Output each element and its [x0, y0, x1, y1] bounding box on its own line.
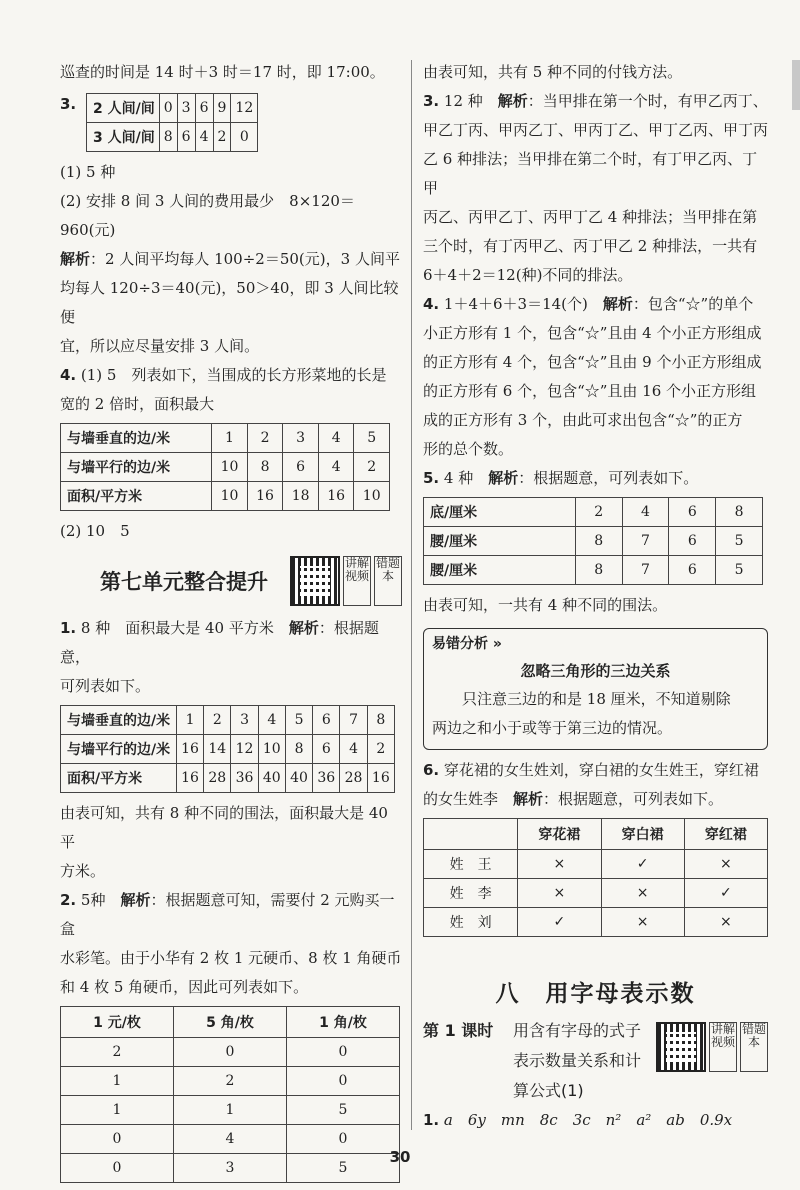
column-header: 5 角/枚 — [174, 1007, 287, 1038]
table-cell: 2 — [174, 1067, 287, 1096]
answer-line: 巡查的时间是 14 时＋3 时＝17 时，即 17:00。 — [60, 63, 385, 81]
question-number: 4. — [60, 366, 77, 384]
table-cell: 2 — [247, 424, 283, 453]
question-number: 1. — [60, 619, 77, 637]
table-cell: 2 — [213, 123, 231, 152]
error-analysis-text: 只注意三边的和是 18 厘米，不知道剔除 — [432, 690, 731, 708]
table-cell: 8 — [159, 123, 177, 152]
table-cell: 8 — [285, 735, 312, 764]
error-analysis-text: 两边之和小于或等于第三边的情况。 — [432, 719, 673, 737]
table-cell: 36 — [231, 764, 258, 793]
mistake-book-label: 错题本 — [740, 1022, 768, 1072]
table-cell: 8 — [367, 706, 394, 735]
question-number: 2. — [60, 891, 77, 909]
column-header: 穿红裙 — [684, 819, 767, 850]
question-number: 3. — [423, 92, 440, 110]
answer-text: 的女生姓李 — [423, 790, 514, 808]
answer-text: 4 种 — [439, 469, 489, 487]
table-cell: 0 — [61, 1154, 174, 1183]
answer-text: 1＋4＋6＋3＝14(个) — [439, 295, 603, 313]
analysis-text: ：当甲排在第一个时，有甲乙丙丁、 — [527, 92, 768, 110]
error-analysis-title: 易错分析 » — [432, 636, 502, 652]
table-cell: 0 — [287, 1038, 400, 1067]
cross-mark-icon: × — [518, 850, 601, 879]
fence-table — [60, 705, 395, 793]
lesson-title-line: 表示数量关系和计 — [513, 1051, 642, 1070]
table-cell: 28 — [204, 764, 231, 793]
question-number: 5. — [423, 469, 440, 487]
table-cell: 4 — [258, 706, 285, 735]
table-cell: 4 — [622, 498, 669, 527]
table-cell: 10 — [258, 735, 285, 764]
table-cell: 1 — [176, 706, 203, 735]
table-cell: 10 — [354, 482, 390, 511]
section-header — [60, 556, 402, 606]
answer-text: 穿花裙的女生姓刘，穿白裙的女生姓王，穿红裙 — [439, 761, 759, 779]
table-cell: 8 — [247, 453, 283, 482]
table-cell: 7 — [622, 527, 669, 556]
cross-mark-icon: × — [601, 879, 684, 908]
table-row — [61, 424, 390, 453]
table-cell: 10 — [212, 482, 248, 511]
final-answer — [423, 1106, 768, 1135]
qr-block — [656, 1022, 768, 1072]
table-row — [61, 1038, 400, 1067]
table-cell: 36 — [313, 764, 340, 793]
analysis-label: 解析 — [497, 92, 528, 110]
table-cell: 0 — [159, 94, 177, 123]
table-cell: 2 — [575, 498, 622, 527]
analysis-line: 成的正方形有 3 个，由此可求出包含“☆”的正方 — [423, 411, 743, 429]
table-cell: 6 — [177, 123, 195, 152]
check-mark-icon: ✓ — [518, 908, 601, 937]
answer-line — [423, 785, 768, 814]
table-cell: 5 — [287, 1154, 400, 1183]
chapter-title: 八 用字母表示数 — [495, 981, 696, 1007]
question-3 — [60, 91, 402, 158]
table-cell: 3 — [231, 706, 258, 735]
table-cell: 4 — [340, 735, 367, 764]
lesson-title-line: 用含有字母的式子 — [513, 1021, 642, 1040]
column-header: 穿花裙 — [518, 819, 601, 850]
qr-code-icon[interactable] — [290, 556, 340, 606]
conclusion-line: 由表可知，一共有 4 种不同的围法。 — [423, 596, 668, 614]
analysis-line: 水彩笔。由于小华有 2 枚 1 元硬币、8 枚 1 角硬币 — [60, 949, 402, 967]
analysis-line: 丙乙、丙甲乙丁、丙甲丁乙 4 种排法；当甲排在第 — [423, 208, 758, 226]
table-cell: 2 — [367, 735, 394, 764]
row-header: 与墙平行的边/米 — [61, 735, 177, 764]
table-row — [424, 850, 768, 879]
rooms-table — [86, 93, 258, 152]
table-cell: 6 — [313, 706, 340, 735]
analysis-line: 6＋4＋2＝12(种)不同的排法。 — [423, 266, 633, 284]
question-4 — [60, 361, 402, 390]
table-cell: 10 — [212, 453, 248, 482]
row-header: 腰/厘米 — [424, 556, 576, 585]
analysis-label: 解析 — [488, 469, 519, 487]
table-cell: 2 — [354, 453, 390, 482]
table-row — [61, 706, 395, 735]
table-cell: 4 — [318, 424, 354, 453]
cross-mark-icon: × — [684, 908, 767, 937]
analysis-text: ：根据题意，可列表如下。 — [543, 790, 724, 808]
table-cell: 0 — [287, 1125, 400, 1154]
lesson-label: 第 1 课时 — [423, 1021, 494, 1040]
table-cell: 8 — [575, 556, 622, 585]
table-cell: 12 — [231, 94, 258, 123]
table-cell: 3 — [174, 1154, 287, 1183]
table-row — [61, 453, 390, 482]
analysis-line: 三个时，有丁丙甲乙、丙丁甲乙 2 种排法，一共有 — [423, 237, 758, 255]
section-title: 第七单元整合提升 — [100, 570, 268, 594]
table-row — [87, 123, 258, 152]
table-cell: 40 — [285, 764, 312, 793]
question-number: 1. — [423, 1111, 440, 1129]
analysis-text: ：根据题意可知，需要付 2 元购买一盒 — [60, 891, 395, 938]
analysis-line: 甲乙丁丙、甲丙乙丁、甲丙丁乙、甲丁乙丙、甲丁丙 — [423, 121, 769, 139]
row-header: 与墙平行的边/米 — [61, 453, 212, 482]
table-cell: 9 — [213, 94, 231, 123]
table-cell: 28 — [340, 764, 367, 793]
row-header: 面积/平方米 — [61, 764, 177, 793]
question-1 — [60, 614, 402, 672]
table-cell: 1 — [212, 424, 248, 453]
row-header: 底/厘米 — [424, 498, 576, 527]
analysis-text: ：根据题意，可列表如下。 — [518, 469, 699, 487]
table-row — [61, 1096, 400, 1125]
qr-code-icon[interactable] — [656, 1022, 706, 1072]
table-cell: 7 — [622, 556, 669, 585]
lesson-header — [423, 1016, 768, 1106]
left-column — [60, 58, 402, 1189]
table-header-row — [424, 819, 768, 850]
answer-text: a 6y mn 8c 3c n² a² ab 0.9x — [439, 1111, 733, 1129]
analysis-text: ：根据题意， — [60, 619, 379, 666]
analysis-line: 的正方形有 6 个，包含“☆”且由 16 个小正方形组 — [423, 382, 757, 400]
conclusion-line: 由表可知，共有 5 种不同的付钱方法。 — [423, 63, 683, 81]
answer-text: 8 种 面积最大是 40 平方米 — [76, 619, 289, 637]
cross-mark-icon: × — [601, 908, 684, 937]
page-number: 30 — [389, 1148, 411, 1166]
analysis-line: 和 4 枚 5 角硬币，因此可列表如下。 — [60, 978, 309, 996]
analysis-label: 解析 — [288, 619, 319, 637]
column-header: 1 角/枚 — [287, 1007, 400, 1038]
table-cell: 12 — [231, 735, 258, 764]
table-cell: 6 — [669, 556, 716, 585]
table-cell: 18 — [283, 482, 319, 511]
table-cell: 2 — [204, 706, 231, 735]
table-cell: 14 — [204, 735, 231, 764]
table-header-row — [61, 1007, 400, 1038]
garden-table — [60, 423, 390, 511]
table-cell: 5 — [285, 706, 312, 735]
right-column — [423, 58, 768, 1135]
question-number: 6. — [423, 761, 440, 779]
analysis-line: 小正方形有 1 个，包含“☆”且由 4 个小正方形组成 — [423, 324, 762, 342]
table-row — [424, 908, 768, 937]
question-6 — [423, 756, 768, 785]
analysis-label: 解析 — [60, 250, 91, 268]
analysis-line — [60, 245, 402, 274]
table-cell: 4 — [195, 123, 213, 152]
analysis-line: 乙 6 种排法；当甲排在第二个时，有丁甲乙丙、丁甲 — [423, 150, 758, 197]
row-header: 姓 王 — [424, 850, 518, 879]
page-edge-tab — [792, 60, 800, 110]
table-cell: 16 — [176, 735, 203, 764]
row-header: 姓 刘 — [424, 908, 518, 937]
table-row — [424, 527, 763, 556]
analysis-line: 形的总个数。 — [423, 440, 514, 458]
table-cell: 0 — [174, 1038, 287, 1067]
table-row — [61, 482, 390, 511]
table-cell: 5 — [716, 556, 763, 585]
table-cell: 5 — [716, 527, 763, 556]
column-header — [424, 819, 518, 850]
answer-text: 12 种 — [439, 92, 498, 110]
table-cell: 1 — [174, 1096, 287, 1125]
table-cell: 16 — [247, 482, 283, 511]
question-3 — [423, 87, 768, 116]
row-header: 姓 李 — [424, 879, 518, 908]
cross-mark-icon: × — [518, 879, 601, 908]
column-header: 1 元/枚 — [61, 1007, 174, 1038]
dress-table — [423, 818, 768, 937]
table-cell: 6 — [669, 498, 716, 527]
question-number: 3. — [60, 95, 77, 113]
row-header: 3 人间/间 — [87, 123, 160, 152]
table-cell: 5 — [354, 424, 390, 453]
column-header: 穿白裙 — [601, 819, 684, 850]
answer-text: (1) 5 列表如下，当围成的长方形菜地的长是 — [76, 366, 387, 384]
question-4 — [423, 290, 768, 319]
question-5 — [423, 464, 768, 493]
table-row — [61, 764, 395, 793]
triangle-table — [423, 497, 763, 585]
analysis-line: 的正方形有 4 个，包含“☆”且由 9 个小正方形组成 — [423, 353, 762, 371]
video-label: 讲解视频 — [343, 556, 371, 606]
table-cell: 6 — [283, 453, 319, 482]
table-cell: 7 — [340, 706, 367, 735]
analysis-line: 宜，所以应尽量安排 3 人间。 — [60, 337, 260, 355]
table-cell: 4 — [174, 1125, 287, 1154]
table-row — [424, 556, 763, 585]
analysis-text: ：2 人间平均每人 100÷2＝50(元)，3 人间平 — [90, 250, 400, 268]
table-cell: 3 — [283, 424, 319, 453]
conclusion-line: 方米。 — [60, 862, 106, 880]
table-row — [87, 94, 258, 123]
table-cell: 6 — [669, 527, 716, 556]
row-header: 与墙垂直的边/米 — [61, 424, 212, 453]
table-cell: 3 — [177, 94, 195, 123]
conclusion-line: 由表可知，共有 8 种不同的围法，面积最大是 40 平 — [60, 804, 388, 851]
table-row — [61, 1067, 400, 1096]
table-cell: 2 — [61, 1038, 174, 1067]
table-cell: 8 — [716, 498, 763, 527]
table-row — [424, 498, 763, 527]
row-header: 面积/平方米 — [61, 482, 212, 511]
answer-text: 5种 — [76, 891, 121, 909]
table-cell: 0 — [61, 1125, 174, 1154]
table-cell: 0 — [287, 1067, 400, 1096]
lesson-title-line: 算公式(1) — [513, 1081, 584, 1100]
check-mark-icon: ✓ — [684, 879, 767, 908]
error-analysis-box — [423, 628, 768, 750]
table-cell: 6 — [313, 735, 340, 764]
analysis-label: 解析 — [513, 790, 544, 808]
column-divider — [411, 60, 412, 1130]
cross-mark-icon: × — [684, 850, 767, 879]
table-cell: 6 — [195, 94, 213, 123]
analysis-label: 解析 — [120, 891, 151, 909]
table-row — [61, 735, 395, 764]
row-header: 与墙垂直的边/米 — [61, 706, 177, 735]
row-header: 腰/厘米 — [424, 527, 576, 556]
analysis-label: 解析 — [602, 295, 633, 313]
lesson-title — [513, 1016, 656, 1106]
table-cell: 16 — [367, 764, 394, 793]
error-analysis-subtitle: 忽略三角形的三边关系 — [520, 662, 671, 680]
table-cell: 40 — [258, 764, 285, 793]
analysis-line: 可列表如下。 — [60, 677, 151, 695]
qr-block — [290, 556, 402, 606]
table-cell: 1 — [61, 1067, 174, 1096]
analysis-text: ：包含“☆”的单个 — [632, 295, 754, 313]
answer-line: 宽的 2 倍时，面积最大 — [60, 395, 215, 413]
table-cell: 4 — [318, 453, 354, 482]
table-cell: 5 — [287, 1096, 400, 1125]
table-cell: 8 — [575, 527, 622, 556]
check-mark-icon: ✓ — [601, 850, 684, 879]
table-cell: 1 — [61, 1096, 174, 1125]
answer-line: (2) 10 5 — [60, 522, 130, 540]
question-2 — [60, 886, 402, 944]
table-cell: 16 — [318, 482, 354, 511]
mistake-book-label: 错题本 — [374, 556, 402, 606]
analysis-line: 均每人 120÷3＝40(元)，50＞40，即 3 人间比较便 — [60, 279, 399, 326]
answer-line: (1) 5 种 — [60, 163, 116, 181]
row-header: 2 人间/间 — [87, 94, 160, 123]
table-cell: 16 — [176, 764, 203, 793]
answer-line: (2) 安排 8 间 3 人间的费用最少 8×120＝960(元) — [60, 192, 355, 239]
question-number: 4. — [423, 295, 440, 313]
table-row — [424, 879, 768, 908]
table-cell: 0 — [231, 123, 258, 152]
video-label: 讲解视频 — [709, 1022, 737, 1072]
